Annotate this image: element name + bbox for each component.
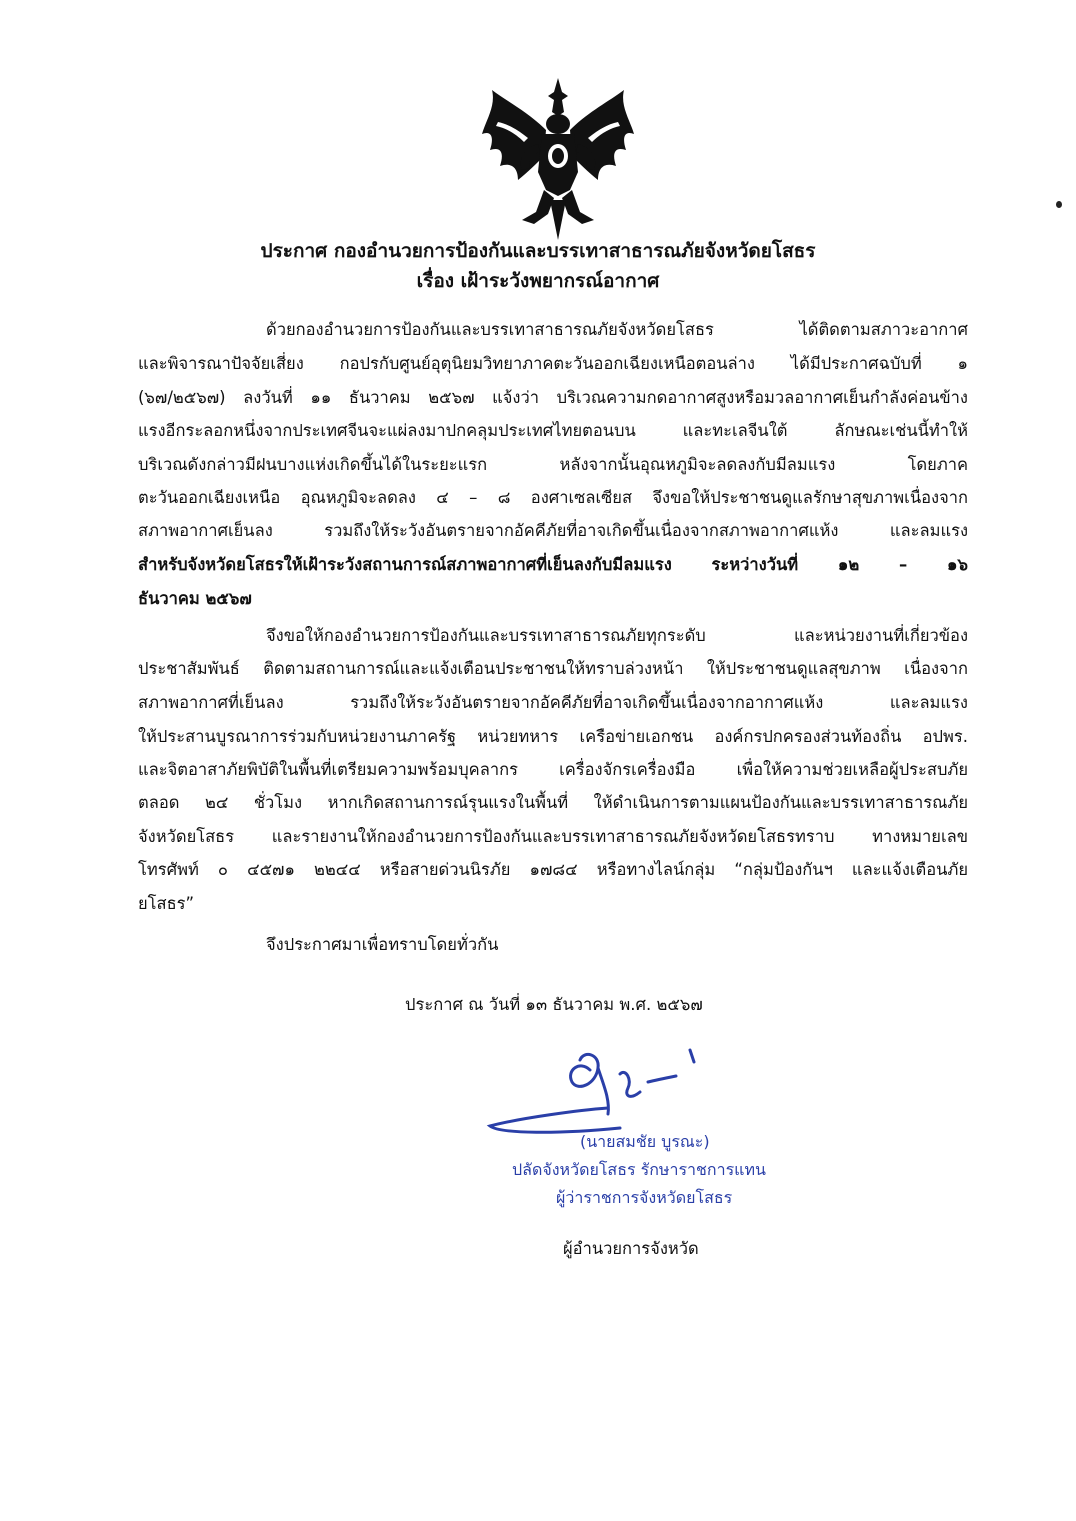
announcement-title: ประกาศ กองอำนวยการป้องกันและบรรเทาสาธารณภัยจังหวัดยโสธร	[260, 240, 816, 262]
text-line: ด้วยกองอำนวยการป้องกันและบรรเทาสาธารณภัยจังหวัดยโสธร ได้ติดตามสภาวะอากาศ	[266, 320, 968, 339]
signatory-position: ปลัดจังหวัดยโสธร รักษาราชการแทน	[512, 1160, 766, 1179]
text-line: จึงขอให้กองอำนวยการป้องกันและบรรเทาสาธารณภัยทุกระดับ และหน่วยงานที่เกี่ยวข้อง	[266, 626, 968, 645]
text-line: แรงอีกระลอกหนึ่งจากประเทศจีนจะแผ่ลงมาปกคลุมประเทศไทยตอนบน และทะเลจีนใต้ ลักษณะเช่นนี้ทำให้	[138, 421, 968, 440]
garuda-emblem-icon	[478, 72, 638, 244]
text-line: โทรศัพท์ ๐ ๔๕๗๑ ๒๒๔๔ หรือสายด่วนนิรภัย ๑๗๘๔ หรือทางไลน์กลุ่ม “กลุ่มป้องกันฯ และแจ้งเตือนภัย	[138, 860, 968, 879]
text-line: จังหวัดยโสธร และรายงานให้กองอำนวยการป้องกันและบรรเทาสาธารณภัยจังหวัดยโสธรทราบ ทางหมายเลข	[138, 827, 968, 846]
text-line: สภาพอากาศที่เย็นลง รวมถึงให้ระวังอันตรายจากอัคคีภัยที่อาจเกิดขึ้นเนื่องจากอากาศแห้ง และลมแรง	[138, 693, 968, 712]
text-line: และพิจารณาปัจจัยเสี่ยง กอปรกับศูนย์อุตุนิยมวิทยาภาคตะวันออกเฉียงเหนือตอนล่าง ได้มีประกาศฉบับที่ ๑	[138, 354, 968, 373]
text-line-bold: ธันวาคม ๒๕๖๗	[138, 589, 252, 608]
announcement-date: ประกาศ ณ วันที่ ๑๓ ธันวาคม พ.ศ. ๒๕๖๗	[405, 995, 703, 1014]
text-line: ประชาสัมพันธ์ ติดตามสถานการณ์และแจ้งเตือนประชาชนให้ทราบล่วงหน้า ให้ประชาชนดูแลสุขภาพ เนื่องจาก	[138, 659, 968, 678]
text-line: บริเวณดังกล่าวมีฝนบางแห่งเกิดขึ้นได้ในระยะแรก หลังจากนั้นอุณหภูมิจะลดลงกับมีลมแรง โดยภาค	[138, 455, 968, 474]
handwritten-signature-icon	[480, 1030, 720, 1142]
scan-speck	[1056, 201, 1062, 208]
text-line: (๖๗/๒๕๖๗) ลงวันที่ ๑๑ ธันวาคม ๒๕๖๗ แจ้งว่า บริเวณความกดอากาศสูงหรือมวลอากาศเย็นกำลังค่อนข้าง	[138, 388, 968, 407]
text-line-bold: สำหรับจังหวัดยโสธรให้เฝ้าระวังสถานการณ์สภาพอากาศที่เย็นลงกับมีลมแรง ระหว่างวันที่ ๑๒ – ๑๖	[138, 555, 968, 574]
text-line: ตะวันออกเฉียงเหนือ อุณหภูมิจะลดลง ๔ – ๘ องศาเซลเซียส จึงขอให้ประชาชนดูแลรักษาสุขภาพเนื่องจาก	[138, 488, 968, 507]
text-line: ยโสธร”	[138, 894, 195, 913]
signatory-name: (นายสมชัย บูรณะ)	[580, 1132, 710, 1151]
signatory-position-2: ผู้ว่าราชการจังหวัดยโสธร	[556, 1188, 733, 1207]
text-line: ให้ประสานบูรณาการร่วมกับหน่วยงานภาครัฐ หน่วยทหาร เครือข่ายเอกชน องค์กรปกครองส่วนท้องถิ่น อปพร.	[138, 727, 968, 746]
text-line: ตลอด ๒๔ ชั่วโมง หากเกิดสถานการณ์รุนแรงในพื้นที่ ให้ดำเนินการตามแผนป้องกันและบรรเทาสาธารณภัย	[138, 793, 968, 812]
text-line: และจิตอาสาภัยพิบัติในพื้นที่เตรียมความพร้อมบุคลากร เครื่องจักรเครื่องมือ เพื่อให้ความช่วยเหลือผู้ประสบภัย	[138, 760, 968, 779]
signatory-role: ผู้อำนวยการจังหวัด	[563, 1239, 699, 1258]
closing-statement: จึงประกาศมาเพื่อทราบโดยทั่วกัน	[266, 935, 499, 954]
text-line: สภาพอากาศเย็นลง รวมถึงให้ระวังอันตรายจากอัคคีภัยที่อาจเกิดขึ้นเนื่องจากสภาพอากาศแห้ง และลมแรง	[138, 521, 968, 540]
announcement-subject: เรื่อง เฝ้าระวังพยากรณ์อากาศ	[416, 270, 660, 292]
